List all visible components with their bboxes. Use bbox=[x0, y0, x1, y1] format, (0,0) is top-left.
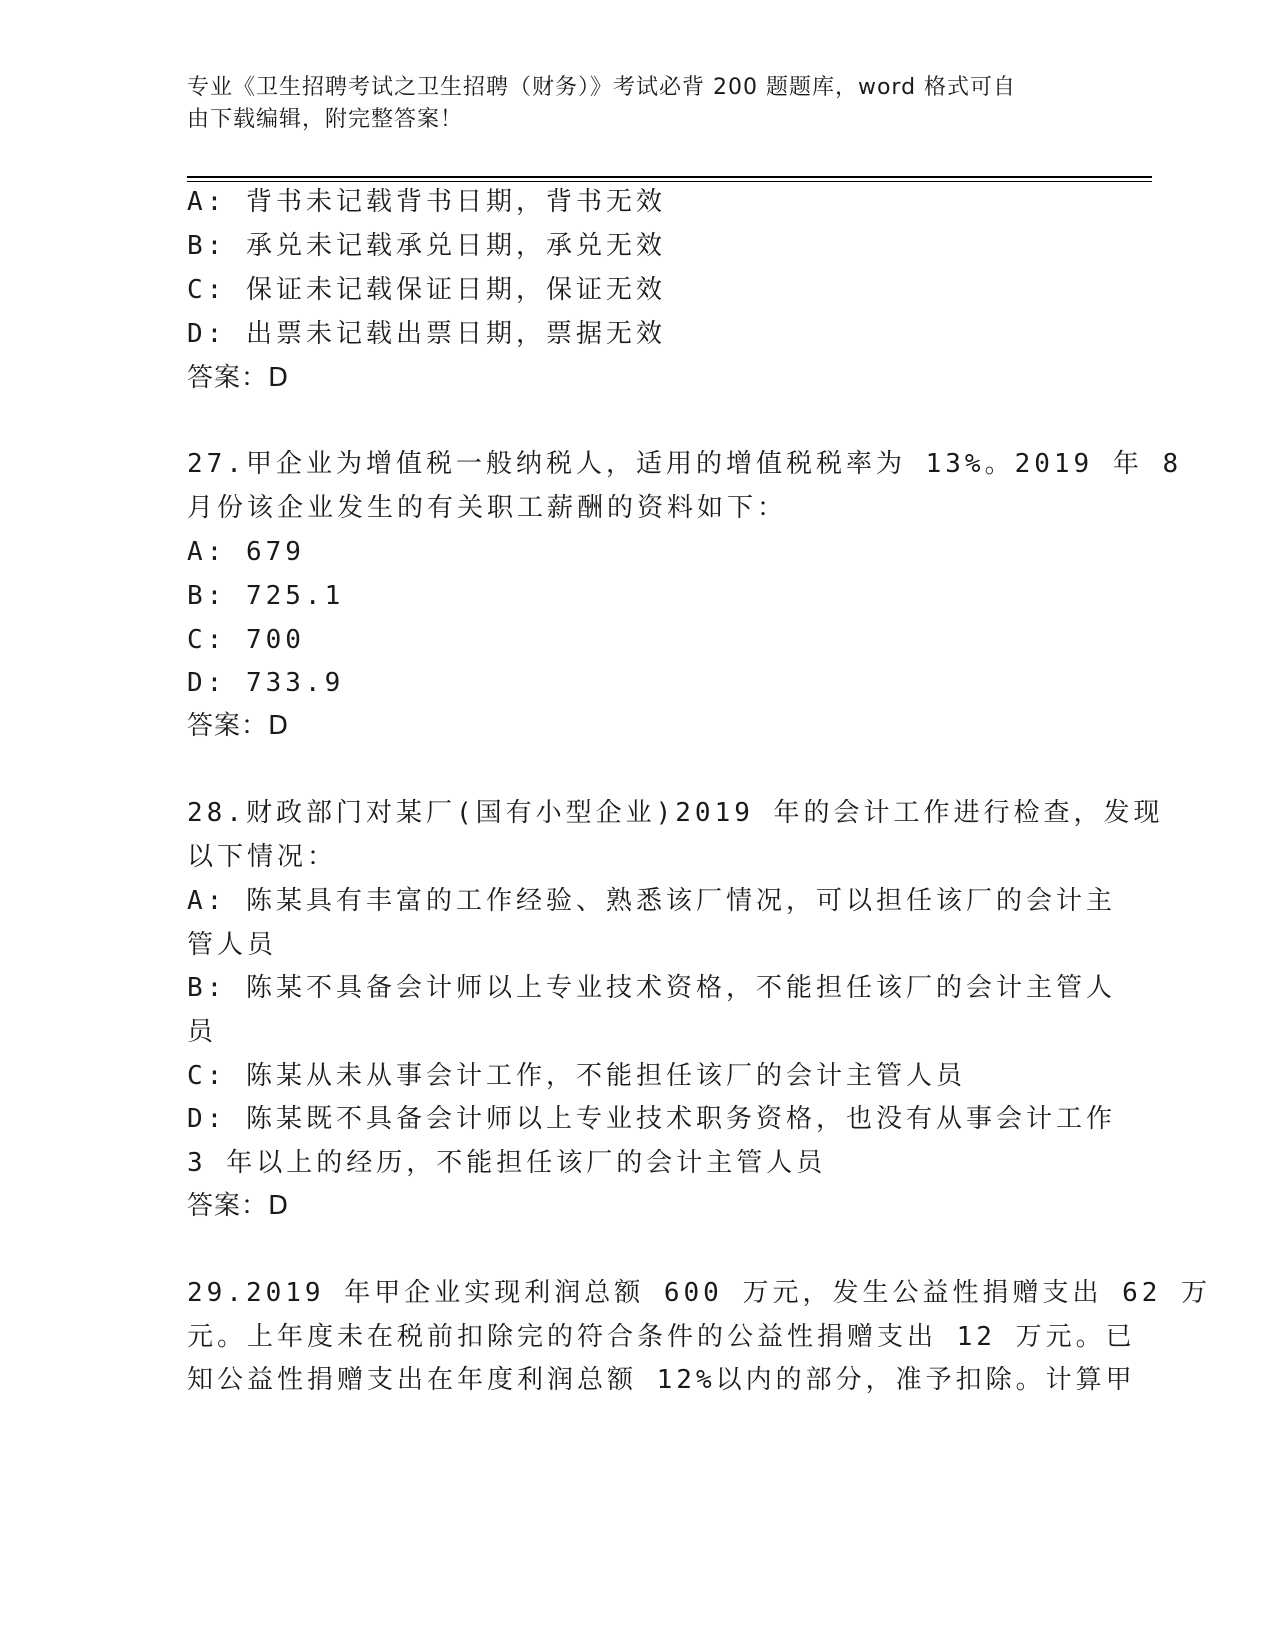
q28-option-c: C: 陈某从未从事会计工作，不能担任该厂的会计主管人员 bbox=[187, 1061, 966, 1091]
q29-stem-line-3: 知公益性捐赠支出在年度利润总额 12%以内的部分，准予扣除。计算甲 bbox=[187, 1365, 1136, 1395]
q26-option-c: C: 保证未记载保证日期，保证无效 bbox=[187, 275, 666, 305]
q28-option-d-line-1: D: 陈某既不具备会计师以上专业技术职务资格，也没有从事会计工作 bbox=[187, 1104, 1116, 1134]
q28-option-a-line-2: 管人员 bbox=[187, 930, 278, 960]
header-line-2: 由下载编辑，附完整答案！ bbox=[187, 107, 464, 132]
q27-option-a: A: 679 bbox=[187, 537, 305, 567]
q27-option-d: D: 733.9 bbox=[187, 668, 345, 698]
q28-option-b-line-1: B: 陈某不具备会计师以上专业技术资格，不能担任该厂的会计主管人 bbox=[187, 973, 1116, 1003]
q29-stem-line-2: 元。上年度未在税前扣除完的符合条件的公益性捐赠支出 12 万元。已 bbox=[187, 1322, 1136, 1352]
q26-option-d: D: 出票未记载出票日期，票据无效 bbox=[187, 319, 666, 349]
header-line-1: 专业《卫生招聘考试之卫生招聘（财务）》考试必背 200 题题库，word 格式可自 bbox=[187, 75, 1017, 100]
q28-stem-line-2: 以下情况： bbox=[187, 842, 338, 872]
q27-answer: 答案：D bbox=[187, 711, 290, 741]
q28-option-d-line-2: 3 年以上的经历，不能担任该厂的会计主管人员 bbox=[187, 1148, 827, 1178]
q26-option-a: A: 背书未记载背书日期，背书无效 bbox=[187, 187, 666, 217]
q27-option-b: B: 725.1 bbox=[187, 581, 345, 611]
q27-stem-line-1: 27.甲企业为增值税一般纳税人，适用的增值税税率为 13%。2019 年 8 bbox=[187, 449, 1183, 479]
q28-option-a-line-1: A: 陈某具有丰富的工作经验、熟悉该厂情况，可以担任该厂的会计主 bbox=[187, 886, 1116, 916]
q28-option-b-line-2: 员 bbox=[187, 1017, 218, 1047]
q29-stem-line-1: 29.2019 年甲企业实现利润总额 600 万元，发生公益性捐赠支出 62 万 bbox=[187, 1278, 1212, 1308]
header-divider-thin bbox=[187, 181, 1152, 182]
q26-answer: 答案：D bbox=[187, 363, 290, 393]
q28-stem-line-1: 28.财政部门对某厂(国有小型企业)2019 年的会计工作进行检查，发现 bbox=[187, 798, 1164, 828]
document-header bbox=[187, 72, 1087, 136]
q26-option-b: B: 承兑未记载承兑日期，承兑无效 bbox=[187, 231, 666, 261]
q28-answer: 答案：D bbox=[187, 1191, 290, 1221]
q27-stem-line-2: 月份该企业发生的有关职工薪酬的资料如下： bbox=[187, 493, 788, 523]
header-divider-thick bbox=[187, 176, 1152, 178]
q27-option-c: C: 700 bbox=[187, 625, 305, 655]
